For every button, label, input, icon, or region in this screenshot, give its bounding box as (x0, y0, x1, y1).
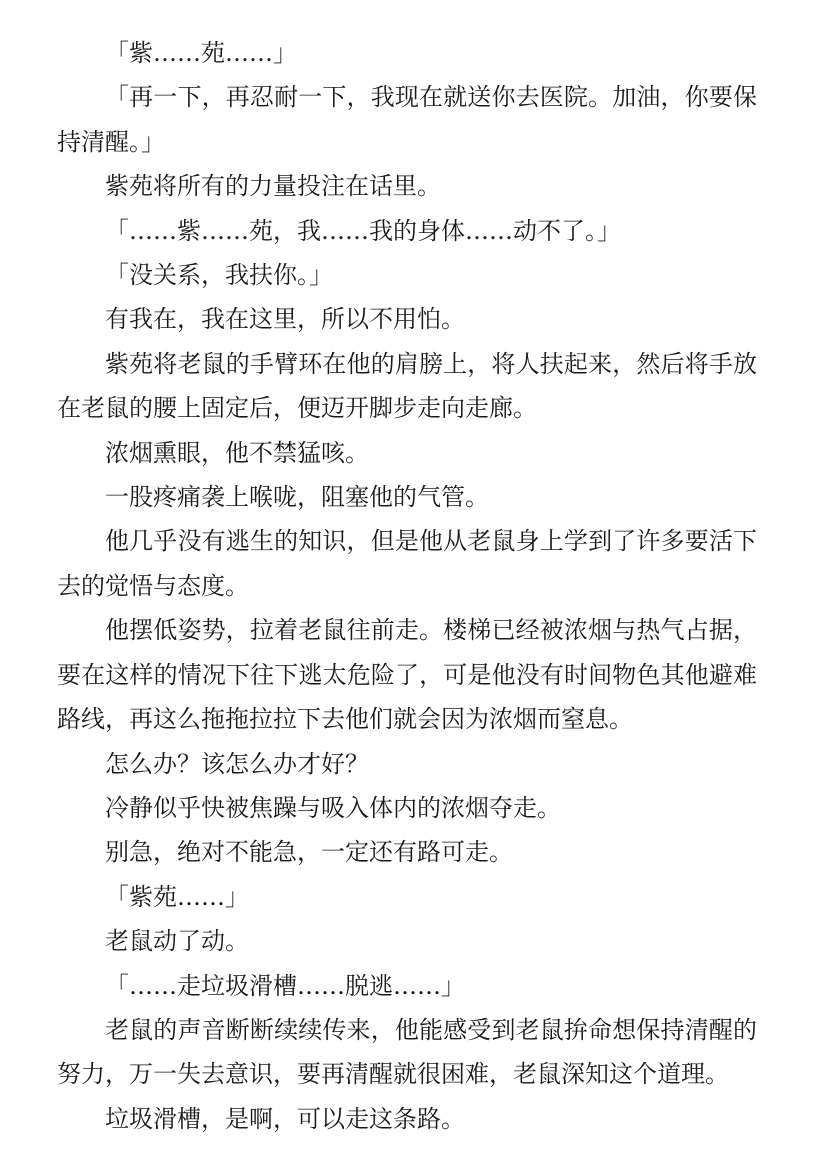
paragraph: 冷静似乎快被焦躁与吸入体内的浓烟夺走。 (105, 793, 561, 822)
paragraph: 紫苑将老鼠的手臂环在他的肩膀上，将人扶起来，然后将手放在老鼠的腰上固定后，便迈开脚步走向走廊。 (57, 349, 757, 423)
paragraph: 紫苑将所有的力量投注在话里。 (105, 172, 441, 201)
paragraph: 「没关系，我扶你。」 (105, 261, 333, 290)
paragraph: 老鼠动了动。 (105, 927, 249, 956)
paragraph: 别急，绝对不能急，一定还有路可走。 (105, 838, 513, 867)
paragraph: 怎么办？该怎么办才好？ (105, 749, 369, 778)
paragraph: 浓烟熏眼，他不禁猛咳。 (105, 438, 369, 467)
paragraph: 他摆低姿势，拉着老鼠往前走。楼梯已经被浓烟与热气占据，要在这样的情况下往下逃太危险了，可是他没有时间物色其他避难路线，再这么拖拖拉拉下去他们就会因为浓烟而窒息。 (57, 616, 757, 734)
paragraph: 垃圾滑槽，是啊，可以走这条路。 (105, 1104, 465, 1133)
text-page (57, 31, 757, 1141)
paragraph: 老鼠的声音断断续续传来，他能感受到老鼠拚命想保持清醒的努力，万一失去意识，要再清醒就很困难，老鼠深知这个道理。 (57, 1015, 757, 1089)
paragraph: 「……走垃圾滑槽……脱逃……」 (105, 971, 465, 1000)
paragraph: 一股疼痛袭上喉咙，阻塞他的气管。 (105, 483, 489, 512)
paragraph: 有我在，我在这里，所以不用怕。 (105, 305, 465, 334)
paragraph: 「紫……苑……」 (105, 39, 297, 67)
paragraph: 他几乎没有逃生的知识，但是他从老鼠身上学到了许多要活下去的觉悟与态度。 (57, 527, 757, 600)
paragraph: 「……紫……苑，我……我的身体……动不了。」 (105, 216, 621, 245)
paragraph: 「紫苑……」 (105, 882, 249, 911)
paragraph: 「再一下，再忍耐一下，我现在就送你去医院。加油，你要保持清醒。」 (57, 83, 757, 156)
